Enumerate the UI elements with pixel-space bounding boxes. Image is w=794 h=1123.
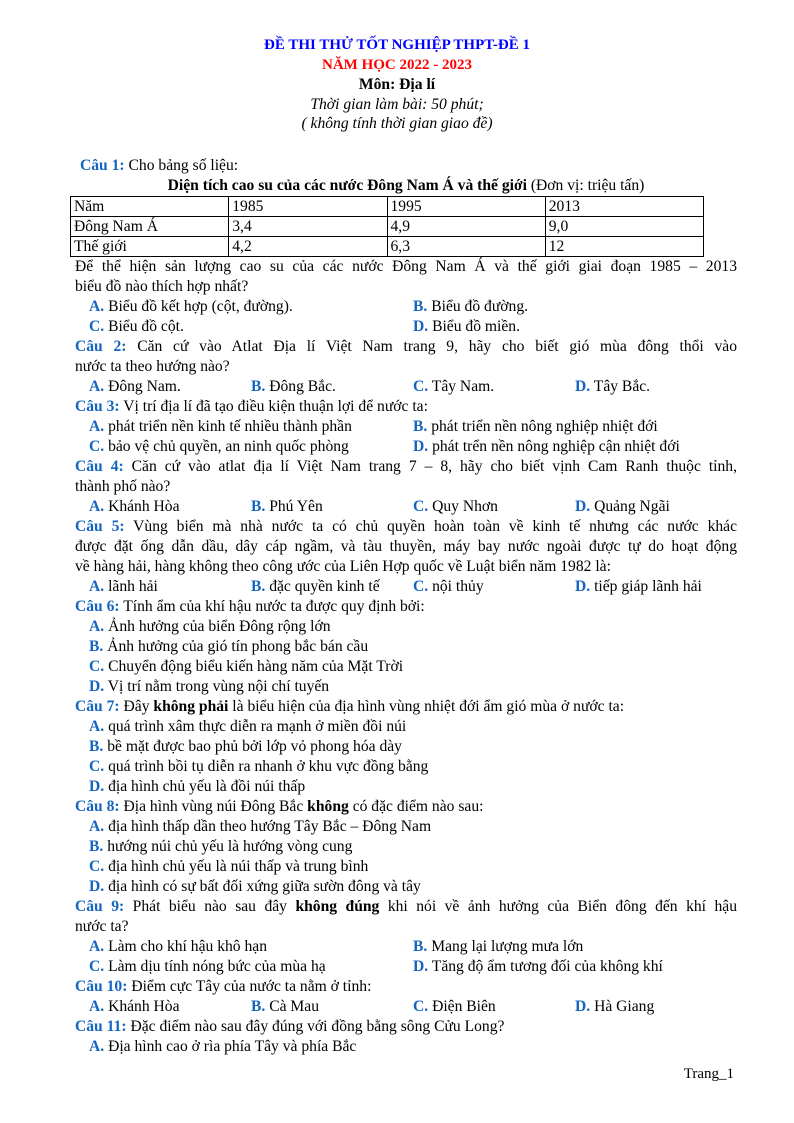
option-a[interactable]: A. lãnh hải [89,578,158,595]
option-c[interactable]: C. địa hình chủ yếu là núi thấp và trung bình [89,858,369,875]
option-d[interactable]: D. Hà Giang [575,998,655,1015]
page-number: Trang_1 [683,1066,734,1082]
question-label: Câu 2: [75,338,127,355]
option-c[interactable]: C. Biểu đồ cột. [89,318,184,335]
option-row [75,377,737,397]
question-label: Câu 6: [75,598,120,615]
option-row [75,937,737,957]
table-cell: 2013 [545,197,703,217]
caption-title: Diện tích cao su của các nước Đông Nam Á và thế giới [167,177,527,194]
table-cell: 1995 [387,197,545,217]
table-row [71,197,704,217]
question-5: Câu 5: Vùng biển mà nhà nước ta có chủ quyền hoàn toàn về kinh tế nhưng các nước khác [75,518,738,535]
option-b[interactable]: B. Cà Mau [251,998,320,1015]
option-a[interactable]: A. Biểu đồ kết hợp (cột, đường). [89,298,293,315]
question-stem: Để thể hiện sản lượng cao su của các nước Đông Nam Á và thế giới giai đoạn 1985 – 2013 [75,258,737,275]
option-d[interactable]: D. phát trển nền nông nghiệp cận nhiệt đới [413,438,680,455]
question-label: Câu 8: [75,798,120,815]
option-d[interactable]: D. địa hình chủ yếu là đồi núi thấp [89,778,306,795]
table-cell: Đông Nam Á [71,217,229,237]
question-stem: nước ta theo hướng nào? [75,358,230,375]
school-year: NĂM HỌC 2022 - 2023 [322,56,472,73]
option-c[interactable]: C. Tây Nam. [413,378,495,395]
question-label: Câu 4: [75,458,124,475]
table-row [71,237,704,257]
question-1 [75,156,737,176]
option-b[interactable]: B. Đông Bắc. [251,378,336,395]
exam-title: ĐỀ THI THỬ TỐT NGHIỆP THPT-ĐỀ 1 [264,37,530,53]
question-3: Câu 3: Vị trí địa lí đã tạo điều kiện thuận lợi để nước ta: [75,398,428,415]
option-a[interactable]: A. địa hình thấp dần theo hướng Tây Bắc – Đông Nam [89,818,432,835]
option-b[interactable]: B. Biểu đồ đường. [413,298,529,315]
option-c[interactable]: C. Làm dịu tính nóng bức của mùa hạ [89,958,326,975]
option-c[interactable]: C. quá trình bồi tụ diễn ra nhanh ở khu vực đồng bằng [89,758,429,775]
table-cell: 9,0 [545,217,703,237]
option-b[interactable]: B. bề mặt được bao phủ bởi lớp vỏ phong hóa dày [89,738,402,755]
option-a[interactable]: A. Khánh Hòa [89,498,180,515]
subject: Môn: Địa lí [358,76,436,93]
question-stem: được đặt ống dẫn dầu, dây cáp ngầm, và tàu thuyền, máy bay nước ngoài được tự do hoạt động [75,538,737,555]
option-d[interactable]: D. Quảng Ngãi [575,498,670,515]
option-b[interactable]: B. Ảnh hưởng của gió tín phong bắc bán cầu [89,638,369,655]
question-label: Câu 11: [75,1018,127,1035]
question-8: Câu 8: Địa hình vùng núi Đông Bắc không có đặc điểm nào sau: [75,798,484,815]
question-stem: thành phố nào? [75,478,171,495]
option-d[interactable]: D. Tây Bắc. [575,378,651,395]
emphasis: không phải [153,698,229,715]
question-stem: về hàng hải, hàng không theo công ước của Liên Hợp quốc về Luật biển năm 1982 là: [75,558,611,575]
question-stem: biểu đồ nào thích hợp nhất? [75,278,249,295]
option-a[interactable]: A. phát triển nền kinh tế nhiều thành phần [89,418,352,435]
table-cell: Năm [71,197,229,217]
question-label: Câu 10: [75,978,128,995]
option-c[interactable]: C. bảo vệ chủ quyền, an ninh quốc phòng [89,438,349,455]
question-label: Câu 5: [75,518,125,535]
table-cell: 1985 [229,197,387,217]
option-d[interactable]: D. Tăng độ ẩm tương đối của không khí [413,958,663,975]
emphasis: không [307,798,349,815]
option-a[interactable]: A. quá trình xâm thực diễn ra mạnh ở miền đồi núi [89,718,407,735]
option-row [75,437,737,457]
question-label: Câu 9: [75,898,125,915]
table-caption [75,176,737,196]
option-row [75,577,737,597]
time-note: ( không tính thời gian giao đề) [301,115,493,132]
question-4: Câu 4: Căn cứ vào atlat địa lí Việt Nam trang 7 – 8, hãy cho biết vịnh Cam Ranh thuộc tỉnh, [75,458,737,475]
option-d[interactable]: D. tiếp giáp lãnh hải [575,578,702,595]
option-row [75,417,737,437]
option-row [75,317,737,337]
question-10: Câu 10: Điểm cực Tây của nước ta nằm ở tỉnh: [75,978,372,995]
table-cell: 12 [545,237,703,257]
table-cell: Thế giới [71,237,229,257]
question-9: Câu 9: Phát biểu nào sau đây không đúng khi nói về ảnh hưởng của Biển đông đến khí hậu [75,898,738,915]
question-stem: nước ta? [75,918,129,935]
option-row [75,497,737,517]
exam-content [75,156,737,1057]
option-a[interactable]: A. Địa hình cao ở rìa phía Tây và phía Bắc [89,1038,357,1055]
question-7: Câu 7: Đây không phải là biểu hiện của địa hình vùng nhiệt đới ẩm gió mùa ở nước ta: [75,698,625,715]
table-cell: 3,4 [229,217,387,237]
caption-unit: (Đơn vị: triệu tấn) [526,177,645,194]
option-c[interactable]: C. Chuyển động biểu kiến hàng năm của Mặt Trời [89,658,404,675]
option-b[interactable]: B. đặc quyền kinh tế [251,578,380,595]
question-label: Câu 7: [75,698,120,715]
time-limit: Thời gian làm bài: 50 phút; [310,95,484,113]
option-a[interactable]: A. Đông Nam. [89,378,181,395]
emphasis: không đúng [295,898,380,915]
data-table [70,196,704,257]
option-b[interactable]: B. Mang lại lượng mưa lớn [413,938,584,955]
question-label: Câu 3: [75,398,120,415]
option-b[interactable]: B. Phú Yên [251,498,323,515]
option-c[interactable]: C. nội thủy [413,578,484,595]
question-2: Câu 2: Căn cứ vào Atlat Địa lí Việt Nam trang 9, hãy cho biết gió mùa đông thổi vào [75,338,737,355]
option-d[interactable]: D. Vị trí nằm trong vùng nội chí tuyến [89,678,330,695]
option-a[interactable]: A. Làm cho khí hậu khô hạn [89,938,268,955]
option-c[interactable]: C. Quy Nhơn [413,498,498,515]
option-row [75,997,737,1017]
table-cell: 4,9 [387,217,545,237]
option-a[interactable]: A. Ảnh hưởng của biển Đông rộng lớn [89,618,331,635]
option-a[interactable]: A. Khánh Hòa [89,998,180,1015]
option-d[interactable]: D. Biểu đồ miền. [413,318,520,335]
table-cell: 6,3 [387,237,545,257]
option-b[interactable]: B. hướng núi chủ yếu là hướng vòng cung [89,838,353,855]
option-row [75,297,737,317]
question-11: Câu 11: Đặc điểm nào sau đây đúng với đồng bằng sông Cửu Long? [75,1018,505,1035]
question-label: Câu 1: [80,157,125,174]
option-d[interactable]: D. địa hình có sự bất đối xứng giữa sườn đông và tây [89,878,421,895]
table-row [71,217,704,237]
option-b[interactable]: B. phát triển nền nông nghiệp nhiệt đới [413,418,658,435]
option-row [75,957,737,977]
option-c[interactable]: C. Điện Biên [413,998,496,1015]
table-cell: 4,2 [229,237,387,257]
exam-header [0,36,794,134]
question-text: Cho bảng số liệu: [124,157,239,174]
question-6: Câu 6: Tính ẩm của khí hậu nước ta được quy định bởi: [75,598,425,615]
